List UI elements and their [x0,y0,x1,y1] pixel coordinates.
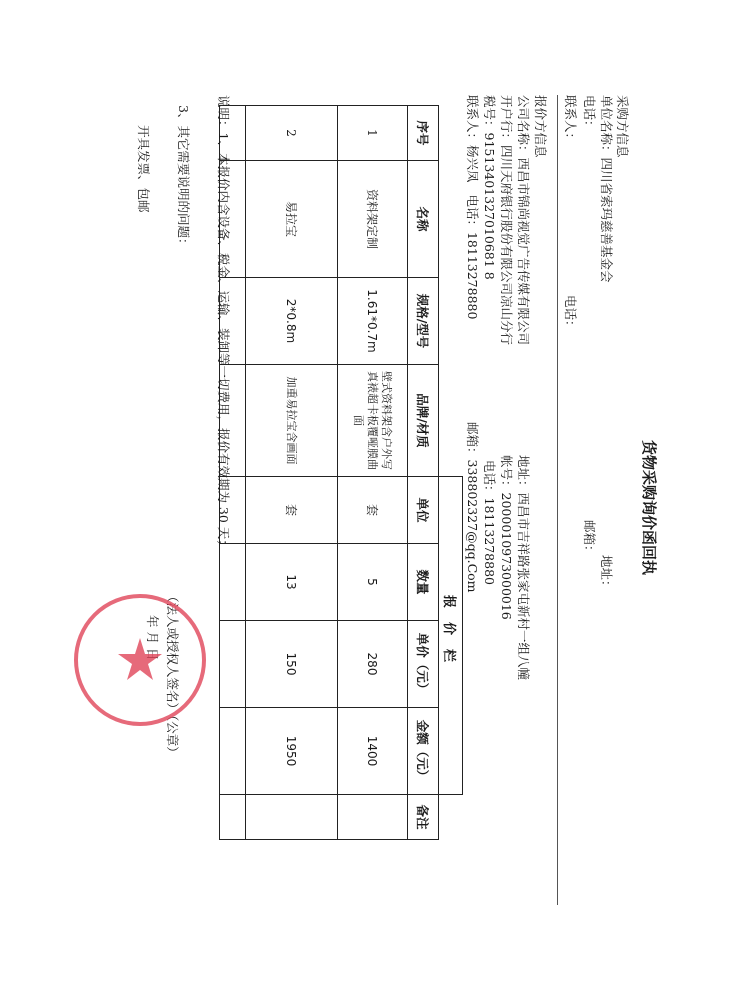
supplier-account-label: 帐号： [499,455,514,493]
header-note: 备注 [408,795,439,840]
note-3-detail: 开具发票、包邮 [136,125,151,213]
header-unit: 单位 [408,477,439,544]
row-amount: 1400 [338,708,408,795]
supplier-tax-row [481,95,499,280]
supplier-address-label: 地址： [516,455,531,493]
supplier-address-value: 西昌市吉祥路张家屯新村一组八幢 [516,492,531,681]
purchaser-phone-label: 电话： [582,95,597,133]
row-name: 资料架定制 [338,161,408,278]
row-brand: 加重易拉宝含画面 [246,365,338,477]
supplier-tax-label: 税号： [482,95,497,133]
purchaser-unit-row [598,95,616,283]
quotation-table [219,105,463,840]
row-spec: 2*0.8m [246,278,338,365]
supplier-address-row [515,455,533,680]
document-title: 货物采购询价函回执 [640,440,658,576]
row-unit: 套 [246,477,338,544]
header-qty: 数量 [408,544,439,621]
row-note [246,795,338,840]
supplier-email-value: 338802327@qq.Com [465,459,480,593]
row-no: 2 [246,106,338,161]
table-price-band-row [439,106,463,840]
price-band-label: 报价栏 [439,477,463,795]
supplier-bank-value: 四川天府银行股份有限公司凉山分行 [499,145,514,346]
purchaser-email-label: 邮箱： [582,520,597,558]
row-no: 1 [338,106,408,161]
table-row [246,106,338,840]
signer-label: （法人或授权人签名）（公章） [165,590,180,759]
supplier-email-label: 邮箱： [465,422,480,460]
purchaser-unit-label: 单位名称： [599,95,614,158]
supplier-company-value: 西昌市锦尚视觉广告传媒有限公司 [516,157,531,346]
header-no: 序号 [408,106,439,161]
row-price: 280 [338,621,408,708]
supplier-account-row [498,455,516,620]
supplier-phone-label: 电话： [482,460,497,498]
purchaser-contact-phone-label: 电话： [563,295,578,333]
row-spec: 1.61*0.7m [338,278,408,365]
supplier-section-label: 报价方信息 [533,95,548,158]
supplier-contact-value: 杨兴凤 [465,145,480,183]
supplier-bank-label: 开户行： [499,95,514,146]
row-name: 易拉宝 [246,161,338,278]
supplier-contact-phone-label: 电话： [465,194,480,232]
header-spec: 规格/型号 [408,278,439,365]
row-qty: 5 [338,544,408,621]
supplier-tax-value: 91513401327010681 8 [482,132,497,280]
supplier-contact-phone-value: 18113278880 [465,231,480,320]
table-row [338,106,408,840]
row-unit: 套 [338,477,408,544]
section-divider [557,95,558,905]
supplier-phone-value: 18113278880 [482,497,497,585]
seal-star-icon [118,638,162,680]
row-brand: 壁式资料架含户外写真裱超卡板覆哑膜曲面 [338,365,408,477]
supplier-company-row [515,95,533,345]
supplier-company-label: 公司名称： [516,95,531,158]
row-price: 150 [246,621,338,708]
note-3: 3、其它需要说明的问题： [176,105,191,251]
supplier-bank-row [498,95,516,345]
signature-date: 年 月 日 [145,615,160,661]
row-qty: 13 [246,544,338,621]
supplier-contact-label: 联系人： [465,95,480,146]
table-header-row [408,106,439,840]
supplier-account-value: 2000010973000016 [499,492,514,620]
note-1: 说明：1、本报价内含设备、税金、运输、装卸等一切费用，报价有效期为 30 天； [216,95,231,552]
header-price: 单价（元） [408,621,439,708]
row-amount: 1950 [246,708,338,795]
purchaser-contact-label: 联系人： [563,95,578,146]
company-seal [70,590,210,730]
purchaser-unit-value: 四川省索玛慈善基金会 [599,157,614,283]
supplier-email-row [464,422,482,593]
row-note [338,795,408,840]
supplier-phone-row [481,460,499,585]
header-brand: 品牌/材质 [408,365,439,477]
supplier-contact-row [464,95,482,319]
purchaser-section-label: 采购方信息 [615,95,630,158]
header-amount: 金额（元） [408,708,439,795]
purchaser-address-label: 地址： [599,555,614,593]
header-name: 名称 [408,161,439,278]
